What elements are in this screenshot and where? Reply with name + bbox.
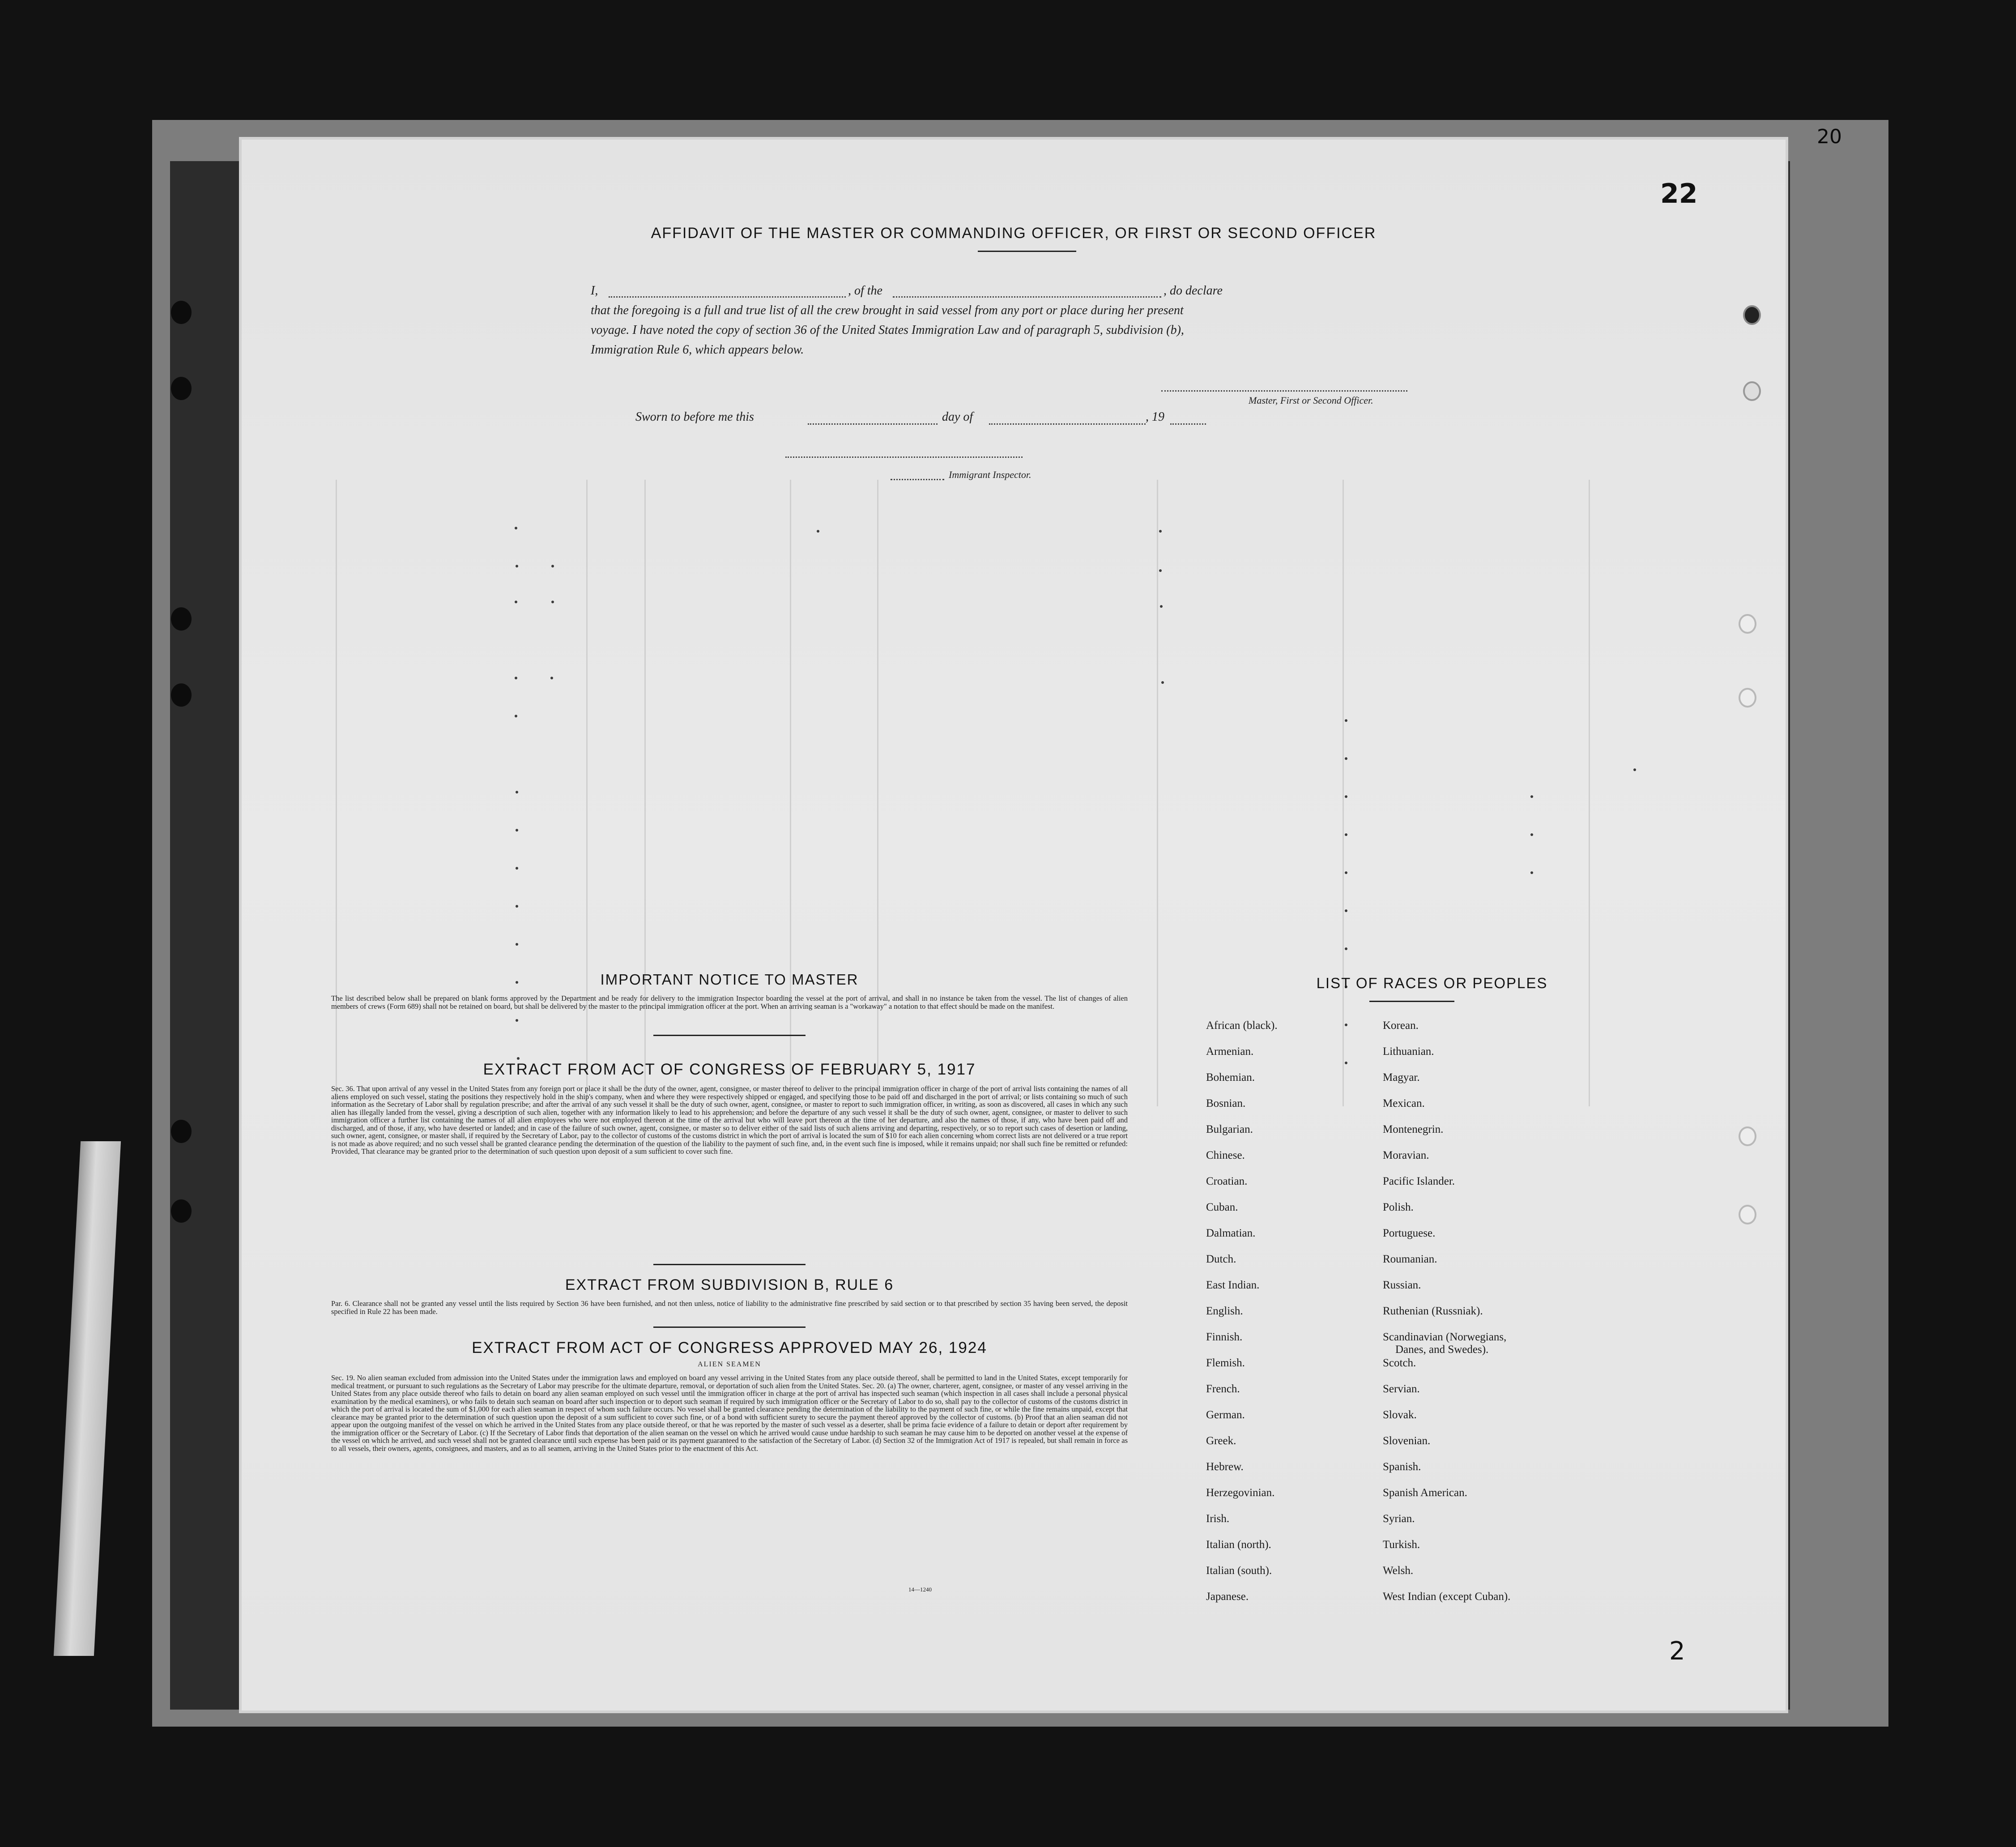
race-item: Bohemian. xyxy=(1206,1071,1255,1083)
affidavit-of-the-label: , of the xyxy=(848,284,882,298)
handwritten-page-number: 22 xyxy=(1660,178,1698,209)
race-item: Moravian. xyxy=(1383,1149,1429,1161)
race-item: Bosnian. xyxy=(1206,1097,1246,1109)
column-guide xyxy=(877,480,878,1106)
race-item: East Indian. xyxy=(1206,1279,1260,1291)
notice-title: IMPORTANT NOTICE TO MASTER xyxy=(600,971,859,988)
day-of-label: day of xyxy=(942,410,973,424)
grid-dot xyxy=(1345,833,1347,836)
handwritten-corner-mark: 20 xyxy=(1817,125,1842,148)
reinforcement-ring xyxy=(1739,614,1756,634)
race-item: Korean. xyxy=(1383,1019,1419,1032)
affidavit-body-line2: voyage. I have noted the copy of section 36 of the United States Immigration Law and of paragraph 5, subdivision (b), xyxy=(591,323,1184,337)
grid-dot xyxy=(1160,605,1163,608)
master-signature-blank xyxy=(1161,390,1407,392)
race-item: Italian (south). xyxy=(1206,1565,1272,1577)
affidavit-title: AFFIDAVIT OF THE MASTER OR COMMANDING OFFICER, OR FIRST OR SECOND OFFICER xyxy=(651,225,1377,242)
race-item: Chinese. xyxy=(1206,1149,1245,1161)
race-item: Bulgarian. xyxy=(1206,1123,1253,1135)
reinforcement-ring xyxy=(1743,381,1761,401)
section-rule xyxy=(653,1035,806,1036)
extract-rule6-body: Par. 6. Clearance shall not be granted any vessel until the lists required by Section 36 have been furnished, and not then unless, notice of liability to the administrative fine prescribed by said section or to that prescribed by section 35 having been served, the deposit specified in Rule 22 has been made. xyxy=(331,1299,1128,1316)
grid-dot xyxy=(516,1019,518,1022)
grid-dot xyxy=(516,565,518,567)
binder-hole xyxy=(171,683,192,707)
race-item: Portuguese. xyxy=(1383,1227,1436,1239)
affidavit-declare-label: , do declare xyxy=(1164,284,1223,298)
reinforcement-ring xyxy=(1739,1126,1756,1146)
column-guide xyxy=(586,480,588,1106)
affidavit-body-line3: Immigration Rule 6, which appears below. xyxy=(591,343,804,357)
race-item: Finnish. xyxy=(1206,1331,1243,1343)
extract-1917-body: Sec. 36. That upon arrival of any vessel in the United States from any foreign port or place it shall be the duty of the owner, agent, consignee, or master thereof to deliver to the principal immigration officer in charge of the port of arrival lists containing the names of all aliens employed on such vessel, stating the positions they respectively hold in the ship's company, when and where they were respectively shipped or engaged, and specifying those to be paid off and discharged in the port of arrival; or lists containing so much of such information as the Secretary of Labor shall by regulation prescribe; and after the arrival of any such vessel it shall be the duty of such owner, agent, consignee, or master to report to such immigration officer, in writing, as soon as discovered, all cases in which any such alien has illegally landed from the vessel, giving a description of such alien, together with any information likely to lead to his apprehension; and before the departure of any such vessel it shall be the duty of such owner, agent, consignee, or master to deliver to such immigration officer a further list containing the names of all alien employees who were not employed thereon at the time of the arrival but who will leave port thereon at the time of her departure, and also the names of those, if any, who have been paid off and discharged, and of those, if any, who have deserted or landed; and in case of the failure of such owner, agent, consignee, or master so to deliver either of the said lists of such aliens arriving and departing, respectively, or so to report such cases of desertion or landing, such owner, agent, consignee, or master shall, if required by the Secretary of Labor, pay to the collector of customs of the customs district in which the port of arrival is located the sum of $10 for each alien concerning whom correct lists are not delivered or a true report is not made as above required; and no such vessel shall be granted clearance pending the determination of the question of the liability to the payment of such fine, and, in the event such fine is imposed, while it remains unpaid; nor shall such fine be remitted or refunded: Provided, That clearance may be granted prior to the determination of such question upon deposit of a sum sufficient to cover such fine. xyxy=(331,1084,1128,1156)
binder-hole xyxy=(171,301,192,324)
race-item: Magyar. xyxy=(1383,1071,1420,1083)
grid-dot xyxy=(516,905,518,908)
grid-dot xyxy=(517,1057,520,1060)
inspector-caption: Immigrant Inspector. xyxy=(949,469,1031,480)
column-guide xyxy=(1589,480,1590,1106)
name-blank xyxy=(609,296,846,298)
grid-dot xyxy=(516,943,518,946)
grid-dot xyxy=(1345,719,1347,722)
vessel-blank xyxy=(893,296,1161,298)
race-item: Pacific Islander. xyxy=(1383,1175,1455,1187)
title-rule xyxy=(978,251,1076,252)
reinforcement-ring xyxy=(1739,688,1756,708)
race-item: Scandinavian (Norwegians, xyxy=(1383,1331,1507,1343)
grid-dot xyxy=(817,530,819,533)
grid-dot xyxy=(1345,1062,1347,1064)
folded-paper-strip xyxy=(54,1141,121,1656)
race-item: Herzegovinian. xyxy=(1206,1487,1275,1499)
race-item: French. xyxy=(1206,1383,1240,1395)
column-guide xyxy=(1343,480,1344,1106)
race-item: Montenegrin. xyxy=(1383,1123,1444,1135)
race-item: Greek. xyxy=(1206,1435,1236,1447)
grid-dot xyxy=(516,829,518,832)
document-sheet xyxy=(242,140,1786,1711)
extract-rule6-title: EXTRACT FROM SUBDIVISION B, RULE 6 xyxy=(565,1276,894,1293)
race-item: Russian. xyxy=(1383,1279,1421,1291)
grid-dot xyxy=(515,677,517,679)
grid-dot xyxy=(516,791,518,793)
races-title-rule xyxy=(1369,1001,1454,1002)
race-item: West Indian (except Cuban). xyxy=(1383,1591,1511,1603)
reinforcement-ring xyxy=(1743,305,1761,325)
extract-1924-title: EXTRACT FROM ACT OF CONGRESS APPROVED MAY 26, 1924 xyxy=(472,1339,987,1356)
races-title: LIST OF RACES OR PEOPLES xyxy=(1316,975,1548,991)
race-item: Scotch. xyxy=(1383,1357,1416,1369)
form-number: 14—1240 xyxy=(908,1586,932,1593)
grid-dot xyxy=(515,601,517,603)
race-item: German. xyxy=(1206,1409,1245,1421)
race-item: Slovenian. xyxy=(1383,1435,1431,1447)
grid-dot xyxy=(1530,833,1533,836)
grid-dot xyxy=(1633,768,1636,771)
race-item: Flemish. xyxy=(1206,1357,1245,1369)
race-item: Danes, and Swedes). xyxy=(1395,1344,1489,1356)
handwritten-mark: 2 xyxy=(1669,1637,1685,1666)
race-item: Welsh. xyxy=(1383,1565,1414,1577)
inspector-signature-blank xyxy=(785,456,1023,458)
grid-dot xyxy=(1161,681,1164,684)
grid-dot xyxy=(1530,795,1533,798)
race-item: Lithuanian. xyxy=(1383,1045,1434,1058)
grid-dot xyxy=(1345,909,1347,912)
column-guide xyxy=(1157,480,1158,1106)
race-item: Spanish. xyxy=(1383,1461,1421,1473)
column-guide xyxy=(336,480,337,1106)
race-item: Ruthenian (Russniak). xyxy=(1383,1305,1483,1317)
race-item: Croatian. xyxy=(1206,1175,1248,1187)
grid-dot xyxy=(1345,757,1347,760)
grid-dot xyxy=(516,867,518,870)
race-item: Italian (north). xyxy=(1206,1539,1271,1551)
section-rule xyxy=(653,1327,806,1328)
affidavit-i-label: I, xyxy=(591,284,598,298)
grid-dot xyxy=(551,601,554,603)
grid-dot xyxy=(1530,871,1533,874)
notice-body: The list described below shall be prepared on blank forms approved by the Department and be ready for delivery to the immigration Inspector boarding the vessel at the port of arrival, and shall in no instance be taken from the vessel. The list of changes of alien members of crews (Form 689) shall not be retained on board, but shall be delivered by the master to the principal immigration officer at the port. When an arriving seaman is a "workaway" a notation to that effect should be made on the manifest. xyxy=(331,994,1128,1011)
race-item: Slovak. xyxy=(1383,1409,1417,1421)
binder-hole xyxy=(171,1120,192,1143)
grid-dot xyxy=(1345,947,1347,950)
binder-hole xyxy=(171,377,192,400)
column-guide xyxy=(644,480,646,1106)
binder-hole xyxy=(171,1199,192,1223)
race-item: Irish. xyxy=(1206,1513,1230,1525)
race-item: Cuban. xyxy=(1206,1201,1238,1213)
column-guide xyxy=(790,480,791,1106)
affidavit-body-line1: that the foregoing is a full and true list of all the crew brought in said vessel from any port or place during her present xyxy=(591,303,1184,317)
extract-1924-subtitle: ALIEN SEAMEN xyxy=(698,1361,761,1368)
inspector-caption-leader xyxy=(891,479,944,480)
extract-1917-title: EXTRACT FROM ACT OF CONGRESS OF FEBRUARY 5, 1917 xyxy=(483,1061,976,1078)
grid-dot xyxy=(1345,795,1347,798)
race-item: Hebrew. xyxy=(1206,1461,1244,1473)
extract-1924-body: Sec. 19. No alien seaman excluded from admission into the United States under the immigration laws and employed on board any vessel arriving in the United States from any place outside thereof, shall be permitted to land in the United States, except temporarily for medical treatment, or pursuant to such regulations as the Secretary of Labor may prescribe for the ultimate departure, removal, or deportation of such alien from the United States. Sec. 20. (a) The owner, charterer, agent, consignee, or master of any vessel arriving in the United States from any place outside thereof who fails to detain on board any alien seaman employed on such vessel until the immigration officer in charge at the port of arrival has inspected such seaman (which inspection in all cases shall include a personal physical examination by the medical examiners), or who fails to detain such seaman on board after such inspection or to deport such seaman if required by such immigration officer or the Secretary of Labor to do so, shall pay to the collector of customs of the customs district in which the port of arrival is located the sum of $1,000 for each alien seaman in respect of whom such failure occurs. No vessel shall be granted clearance pending the determination of the liability to the payment of such fine, or while the fine remains unpaid, except that clearance may be granted prior to the determination of such question upon the deposit of a sum sufficient to cover such fine, or of a bond with sufficient surety to secure the payment thereof approved by the collector of customs. (b) Proof that an alien seaman did not appear upon the outgoing manifest of the vessel on which he arrived in the United States from any place outside thereof, or that he was reported by the master of such vessel as a deserter, shall be prima facie evidence of a failure to detain or deport after requirement by the immigration officer or the Secretary of Labor. (c) If the Secretary of Labor finds that deportation of the alien seaman on the vessel on which he arrived would cause undue hardship to such seaman he may cause him to be deported on another vessel at the expense of the vessel on which he arrived, and such vessel shall not be granted clearance until such expense has been paid or its payment guaranteed to the satisfaction of the Secretary of Labor. (d) Section 32 of the Immigration Act of 1917 is repealed, but shall remain in force as to all vessels, their owners, agents, consignees, and masters, and as to all seamen, arriving in the United States prior to the enactment of this Act. xyxy=(331,1374,1128,1453)
race-item: Polish. xyxy=(1383,1201,1414,1213)
grid-dot xyxy=(1159,569,1162,572)
sworn-day-blank xyxy=(808,423,938,425)
grid-dot xyxy=(550,677,553,679)
year-prefix: , 19 xyxy=(1146,410,1164,424)
race-item: Spanish American. xyxy=(1383,1487,1467,1499)
race-item: Syrian. xyxy=(1383,1513,1415,1525)
race-item: English. xyxy=(1206,1305,1243,1317)
grid-dot xyxy=(1159,530,1162,533)
race-item: Servian. xyxy=(1383,1383,1420,1395)
binder-hole xyxy=(171,607,192,631)
race-item: Roumanian. xyxy=(1383,1253,1437,1265)
race-item: Mexican. xyxy=(1383,1097,1425,1109)
race-item: Japanese. xyxy=(1206,1591,1249,1603)
race-item: Dutch. xyxy=(1206,1253,1236,1265)
race-item: Dalmatian. xyxy=(1206,1227,1256,1239)
reinforcement-ring xyxy=(1739,1205,1756,1224)
month-blank xyxy=(989,423,1146,425)
grid-dot xyxy=(1345,1024,1347,1026)
section-rule xyxy=(653,1264,806,1265)
grid-dot xyxy=(515,527,517,529)
sworn-label: Sworn to before me this xyxy=(635,410,754,424)
race-item: African (black). xyxy=(1206,1019,1278,1032)
year-blank xyxy=(1170,423,1206,425)
race-item: Turkish. xyxy=(1383,1539,1420,1551)
grid-dot xyxy=(1345,871,1347,874)
grid-dot xyxy=(551,565,554,567)
race-item: Armenian. xyxy=(1206,1045,1254,1058)
master-caption: Master, First or Second Officer. xyxy=(1249,395,1373,406)
grid-dot xyxy=(515,715,517,717)
